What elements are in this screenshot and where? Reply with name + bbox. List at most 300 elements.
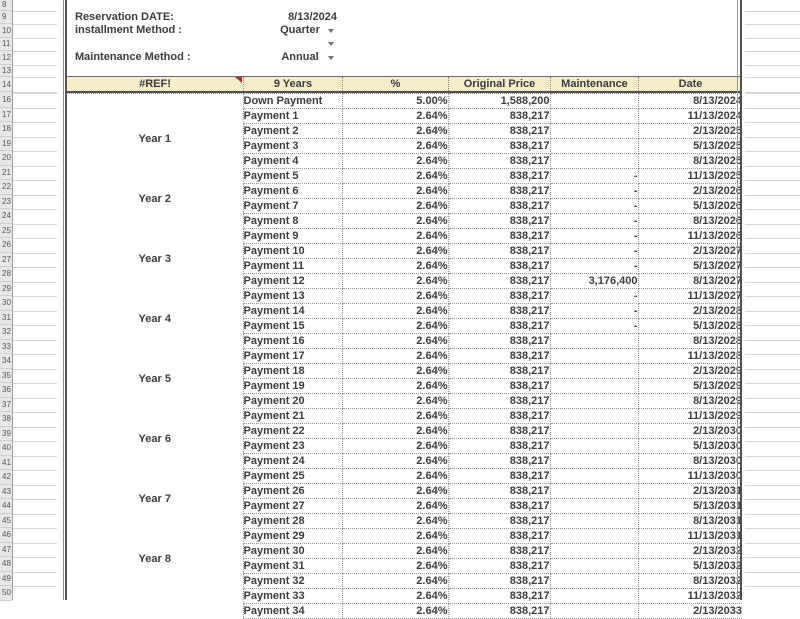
row-header[interactable]: 32 bbox=[0, 325, 12, 340]
payment-name-cell[interactable]: Payment 4 bbox=[243, 154, 342, 169]
gridline bbox=[13, 108, 57, 109]
percent-cell[interactable]: 2.64% bbox=[342, 484, 448, 499]
percent-cell[interactable]: 2.64% bbox=[342, 394, 448, 409]
payment-name-cell[interactable]: Payment 15 bbox=[243, 319, 342, 334]
year-label-cell[interactable]: Year 5 bbox=[67, 349, 243, 409]
price-cell[interactable]: 838,217 bbox=[448, 139, 550, 154]
maintenance-cell[interactable] bbox=[550, 364, 638, 379]
table-row bbox=[67, 169, 742, 184]
percent-cell[interactable]: 2.64% bbox=[342, 274, 448, 289]
gridline bbox=[745, 296, 800, 297]
gridline bbox=[13, 166, 57, 167]
price-cell[interactable]: 838,217 bbox=[448, 184, 550, 199]
price-cell[interactable]: 838,217 bbox=[448, 454, 550, 469]
date-cell[interactable]: 2/13/2030 bbox=[638, 424, 742, 439]
percent-cell[interactable]: 2.64% bbox=[342, 304, 448, 319]
maintenance-cell[interactable]: - bbox=[550, 199, 638, 214]
gridline bbox=[13, 282, 57, 283]
gridline bbox=[745, 65, 800, 66]
row-header[interactable]: 26 bbox=[0, 238, 12, 253]
percent-cell[interactable]: 2.64% bbox=[342, 364, 448, 379]
maintenance-cell[interactable] bbox=[550, 499, 638, 514]
payment-name-cell[interactable]: Payment 22 bbox=[243, 424, 342, 439]
gridline bbox=[13, 412, 57, 413]
date-cell[interactable]: 2/13/2025 bbox=[638, 124, 742, 139]
gridline bbox=[13, 398, 57, 399]
maintenance-cell[interactable] bbox=[550, 589, 638, 604]
row-header[interactable]: 16 bbox=[0, 93, 12, 108]
gridline bbox=[745, 470, 800, 471]
price-cell[interactable]: 838,217 bbox=[448, 514, 550, 529]
price-cell[interactable]: 838,217 bbox=[448, 394, 550, 409]
gridline bbox=[745, 151, 800, 152]
price-cell[interactable]: 838,217 bbox=[448, 364, 550, 379]
payment-name-cell[interactable]: Payment 5 bbox=[243, 169, 342, 184]
year-label-cell[interactable]: Year 7 bbox=[67, 469, 243, 529]
maintenance-cell[interactable]: - bbox=[550, 169, 638, 184]
price-cell[interactable]: 838,217 bbox=[448, 244, 550, 259]
percent-cell[interactable]: 2.64% bbox=[342, 574, 448, 589]
maintenance-cell[interactable] bbox=[550, 604, 638, 619]
maintenance-cell[interactable]: - bbox=[550, 319, 638, 334]
installment-method-value[interactable]: Quarter bbox=[280, 24, 320, 36]
payment-name-cell[interactable]: Payment 29 bbox=[243, 529, 342, 544]
row-header[interactable]: 14 bbox=[0, 77, 12, 92]
price-cell[interactable]: 838,217 bbox=[448, 109, 550, 124]
row-header[interactable]: 34 bbox=[0, 354, 12, 369]
year-label-cell[interactable]: Year 6 bbox=[67, 409, 243, 469]
payment-name-cell[interactable]: Payment 12 bbox=[243, 274, 342, 289]
percent-cell[interactable]: 2.64% bbox=[342, 109, 448, 124]
price-cell[interactable]: 838,217 bbox=[448, 559, 550, 574]
row-header[interactable]: 25 bbox=[0, 224, 12, 239]
gridline bbox=[745, 267, 800, 268]
payment-name-cell[interactable]: Payment 33 bbox=[243, 589, 342, 604]
maintenance-cell[interactable]: 3,176,400 bbox=[550, 274, 638, 289]
row-header[interactable]: 31 bbox=[0, 311, 12, 326]
price-cell[interactable]: 838,217 bbox=[448, 424, 550, 439]
gridline bbox=[13, 514, 57, 515]
percent-cell[interactable]: 2.64% bbox=[342, 469, 448, 484]
maintenance-cell[interactable] bbox=[550, 514, 638, 529]
payment-schedule-table bbox=[67, 93, 742, 619]
table-row bbox=[67, 529, 742, 544]
maintenance-cell[interactable]: - bbox=[550, 304, 638, 319]
row-header[interactable]: 12 bbox=[0, 51, 12, 65]
payment-name-cell[interactable]: Payment 14 bbox=[243, 304, 342, 319]
reservation-date-value[interactable]: 8/13/2024 bbox=[288, 10, 337, 23]
maintenance-cell[interactable]: - bbox=[550, 184, 638, 199]
date-cell[interactable]: 5/13/2027 bbox=[638, 259, 742, 274]
date-cell[interactable]: 8/13/2030 bbox=[638, 454, 742, 469]
percent-cell[interactable]: 2.64% bbox=[342, 214, 448, 229]
gridline bbox=[13, 543, 57, 544]
payment-name-cell[interactable]: Payment 10 bbox=[243, 244, 342, 259]
percent-cell[interactable]: 2.64% bbox=[342, 349, 448, 364]
price-cell[interactable]: 838,217 bbox=[448, 124, 550, 139]
percent-cell[interactable]: 2.64% bbox=[342, 409, 448, 424]
maintenance-cell[interactable]: - bbox=[550, 229, 638, 244]
percent-cell[interactable]: 2.64% bbox=[342, 424, 448, 439]
maintenance-cell[interactable] bbox=[550, 424, 638, 439]
percent-cell[interactable]: 2.64% bbox=[342, 169, 448, 184]
price-cell[interactable]: 838,217 bbox=[448, 199, 550, 214]
gridline bbox=[13, 253, 57, 254]
gridline bbox=[13, 485, 57, 486]
percent-cell[interactable]: 2.64% bbox=[342, 139, 448, 154]
percent-cell[interactable]: 2.64% bbox=[342, 319, 448, 334]
maintenance-cell[interactable] bbox=[550, 454, 638, 469]
price-cell[interactable]: 838,217 bbox=[448, 379, 550, 394]
date-cell[interactable]: 11/13/2026 bbox=[638, 229, 742, 244]
header-term[interactable]: 9 Years bbox=[243, 77, 342, 91]
gridline bbox=[13, 499, 57, 500]
payment-name-cell[interactable]: Payment 26 bbox=[243, 484, 342, 499]
gridline bbox=[13, 586, 57, 587]
gridline bbox=[13, 51, 57, 52]
percent-cell[interactable]: 5.00% bbox=[342, 94, 448, 109]
row-header[interactable]: 39 bbox=[0, 427, 12, 442]
payment-name-cell[interactable]: Payment 13 bbox=[243, 289, 342, 304]
percent-cell[interactable]: 2.64% bbox=[342, 244, 448, 259]
maintenance-cell[interactable] bbox=[550, 334, 638, 349]
row-header[interactable]: 42 bbox=[0, 470, 12, 485]
price-cell[interactable]: 838,217 bbox=[448, 274, 550, 289]
price-cell[interactable]: 838,217 bbox=[448, 604, 550, 619]
maintenance-cell[interactable] bbox=[550, 394, 638, 409]
header-percent[interactable]: % bbox=[342, 77, 448, 91]
payment-name-cell[interactable]: Payment 2 bbox=[243, 124, 342, 139]
date-cell[interactable]: 11/13/2029 bbox=[638, 409, 742, 424]
row-header[interactable]: 41 bbox=[0, 456, 12, 471]
row-header[interactable]: 11 bbox=[0, 38, 12, 52]
price-cell[interactable]: 838,217 bbox=[448, 469, 550, 484]
row-header[interactable]: 19 bbox=[0, 137, 12, 152]
maintenance-cell[interactable] bbox=[550, 349, 638, 364]
payment-name-cell[interactable]: Payment 19 bbox=[243, 379, 342, 394]
price-cell[interactable]: 838,217 bbox=[448, 334, 550, 349]
year-label-cell[interactable]: Year 4 bbox=[67, 289, 243, 349]
maintenance-cell[interactable]: - bbox=[550, 244, 638, 259]
price-cell[interactable]: 838,217 bbox=[448, 499, 550, 514]
date-cell[interactable]: 11/13/2024 bbox=[638, 109, 742, 124]
gridline bbox=[13, 325, 57, 326]
maintenance-cell[interactable] bbox=[550, 109, 638, 124]
payment-name-cell[interactable]: Payment 9 bbox=[243, 229, 342, 244]
date-cell[interactable]: 5/13/2028 bbox=[638, 319, 742, 334]
price-cell[interactable]: 838,217 bbox=[448, 589, 550, 604]
percent-cell[interactable]: 2.64% bbox=[342, 124, 448, 139]
gridline bbox=[13, 38, 57, 39]
row-header[interactable]: 8 bbox=[0, 0, 12, 11]
date-cell[interactable]: 5/13/2032 bbox=[638, 559, 742, 574]
payment-name-cell[interactable]: Payment 21 bbox=[243, 409, 342, 424]
date-cell[interactable]: 5/13/2026 bbox=[638, 199, 742, 214]
payment-name-cell[interactable]: Payment 30 bbox=[243, 544, 342, 559]
date-cell[interactable]: 11/13/2030 bbox=[638, 469, 742, 484]
maintenance-cell[interactable] bbox=[550, 154, 638, 169]
maintenance-cell[interactable] bbox=[550, 469, 638, 484]
percent-cell[interactable]: 2.64% bbox=[342, 604, 448, 619]
row-header[interactable]: 17 bbox=[0, 108, 12, 123]
maintenance-cell[interactable]: - bbox=[550, 289, 638, 304]
row-header[interactable]: 37 bbox=[0, 398, 12, 413]
price-cell[interactable]: 838,217 bbox=[448, 544, 550, 559]
header-ref-label: #REF! bbox=[139, 78, 171, 90]
row-header[interactable]: 36 bbox=[0, 383, 12, 398]
table-row bbox=[67, 94, 742, 109]
row-header[interactable]: 29 bbox=[0, 282, 12, 297]
percent-cell[interactable]: 2.64% bbox=[342, 589, 448, 604]
date-cell[interactable]: 8/13/2026 bbox=[638, 214, 742, 229]
price-cell[interactable]: 838,217 bbox=[448, 169, 550, 184]
gridline bbox=[745, 528, 800, 529]
gridline bbox=[13, 311, 57, 312]
payment-name-cell[interactable]: Payment 31 bbox=[243, 559, 342, 574]
row-header[interactable]: 10 bbox=[0, 24, 12, 38]
date-cell[interactable]: 2/13/2033 bbox=[638, 604, 742, 619]
year-label-cell[interactable] bbox=[67, 589, 243, 619]
payment-name-cell[interactable]: Payment 16 bbox=[243, 334, 342, 349]
gridline bbox=[745, 195, 800, 196]
date-cell[interactable]: 2/13/2026 bbox=[638, 184, 742, 199]
date-cell[interactable]: 8/13/2032 bbox=[638, 574, 742, 589]
date-cell[interactable]: 5/13/2029 bbox=[638, 379, 742, 394]
row-header[interactable]: 48 bbox=[0, 557, 12, 572]
dropdown-arrow-icon[interactable] bbox=[328, 42, 334, 46]
header-ref[interactable] bbox=[67, 77, 243, 91]
payment-name-cell[interactable]: Payment 7 bbox=[243, 199, 342, 214]
row-header[interactable]: 18 bbox=[0, 122, 12, 137]
price-cell[interactable]: 838,217 bbox=[448, 304, 550, 319]
maintenance-cell[interactable] bbox=[550, 379, 638, 394]
header-date[interactable]: Date bbox=[638, 77, 742, 91]
date-cell[interactable]: 8/13/2031 bbox=[638, 514, 742, 529]
row-header[interactable]: 38 bbox=[0, 412, 12, 427]
maintenance-method-label: Maintenance Method : bbox=[75, 51, 191, 63]
gridline bbox=[745, 369, 800, 370]
table-row bbox=[67, 349, 742, 364]
row-header[interactable]: 45 bbox=[0, 514, 12, 529]
comment-marker-icon bbox=[235, 77, 242, 83]
percent-cell[interactable]: 2.64% bbox=[342, 184, 448, 199]
gridline bbox=[745, 543, 800, 544]
percent-cell[interactable]: 2.64% bbox=[342, 439, 448, 454]
price-cell[interactable]: 838,217 bbox=[448, 289, 550, 304]
row-header[interactable]: 43 bbox=[0, 485, 12, 500]
row-header[interactable]: 50 bbox=[0, 586, 12, 601]
row-header[interactable]: 44 bbox=[0, 499, 12, 514]
row-header[interactable]: 9 bbox=[0, 11, 12, 25]
table-header-row bbox=[67, 76, 742, 93]
gridline bbox=[745, 586, 800, 587]
row-header[interactable]: 23 bbox=[0, 195, 12, 210]
percent-cell[interactable]: 2.64% bbox=[342, 529, 448, 544]
percent-cell[interactable]: 2.64% bbox=[342, 454, 448, 469]
installment-method-label: installment Method : bbox=[75, 24, 182, 36]
year-label-cell[interactable] bbox=[67, 94, 243, 109]
row-header[interactable]: 30 bbox=[0, 296, 12, 311]
row-header[interactable]: 49 bbox=[0, 572, 12, 587]
percent-cell[interactable]: 2.64% bbox=[342, 259, 448, 274]
price-cell[interactable]: 838,217 bbox=[448, 439, 550, 454]
maintenance-cell[interactable] bbox=[550, 139, 638, 154]
gridline bbox=[13, 572, 57, 573]
payment-name-cell[interactable]: Payment 25 bbox=[243, 469, 342, 484]
percent-cell[interactable]: 2.64% bbox=[342, 499, 448, 514]
gridline bbox=[745, 38, 800, 39]
maintenance-cell[interactable] bbox=[550, 439, 638, 454]
row-header[interactable]: 28 bbox=[0, 267, 12, 282]
price-cell[interactable]: 838,217 bbox=[448, 319, 550, 334]
gridline bbox=[745, 427, 800, 428]
gridline bbox=[13, 340, 57, 341]
date-cell[interactable]: 8/13/2029 bbox=[638, 394, 742, 409]
row-header[interactable]: 40 bbox=[0, 441, 12, 456]
price-cell[interactable]: 838,217 bbox=[448, 214, 550, 229]
payment-name-cell[interactable]: Payment 34 bbox=[243, 604, 342, 619]
gridline bbox=[745, 514, 800, 515]
date-cell[interactable]: 8/13/2027 bbox=[638, 274, 742, 289]
gridline bbox=[745, 282, 800, 283]
percent-cell[interactable]: 2.64% bbox=[342, 544, 448, 559]
percent-cell[interactable]: 2.64% bbox=[342, 559, 448, 574]
dropdown-arrow-icon[interactable] bbox=[328, 56, 334, 60]
payment-name-cell[interactable]: Payment 32 bbox=[243, 574, 342, 589]
payment-name-cell[interactable]: Payment 18 bbox=[243, 364, 342, 379]
maintenance-cell[interactable] bbox=[550, 574, 638, 589]
date-cell[interactable]: 2/13/2029 bbox=[638, 364, 742, 379]
price-cell[interactable]: 838,217 bbox=[448, 259, 550, 274]
header-original-price[interactable]: Original Price bbox=[448, 77, 550, 91]
price-cell[interactable]: 838,217 bbox=[448, 529, 550, 544]
payment-name-cell[interactable]: Payment 24 bbox=[243, 454, 342, 469]
maintenance-cell[interactable] bbox=[550, 409, 638, 424]
gridline bbox=[13, 267, 57, 268]
row-header[interactable]: 46 bbox=[0, 528, 12, 543]
payment-name-cell[interactable]: Down Payment bbox=[243, 94, 342, 109]
percent-cell[interactable]: 2.64% bbox=[342, 334, 448, 349]
year-label-cell[interactable]: Year 2 bbox=[67, 169, 243, 229]
date-cell[interactable]: 2/13/2031 bbox=[638, 484, 742, 499]
gridline bbox=[745, 122, 800, 123]
date-cell[interactable]: 2/13/2032 bbox=[638, 544, 742, 559]
row-header[interactable]: 27 bbox=[0, 253, 12, 268]
date-cell[interactable]: 5/13/2031 bbox=[638, 499, 742, 514]
date-cell[interactable]: 2/13/2027 bbox=[638, 244, 742, 259]
price-cell[interactable]: 838,217 bbox=[448, 409, 550, 424]
percent-cell[interactable]: 2.64% bbox=[342, 289, 448, 304]
date-cell[interactable]: 5/13/2030 bbox=[638, 439, 742, 454]
gridline bbox=[745, 441, 800, 442]
gridline bbox=[745, 180, 800, 181]
price-cell[interactable]: 838,217 bbox=[448, 154, 550, 169]
maintenance-cell[interactable] bbox=[550, 544, 638, 559]
row-header[interactable]: 24 bbox=[0, 209, 12, 224]
payment-name-cell[interactable]: Payment 20 bbox=[243, 394, 342, 409]
price-cell[interactable]: 1,588,200 bbox=[448, 94, 550, 109]
payment-name-cell[interactable]: Payment 23 bbox=[243, 439, 342, 454]
year-label-cell[interactable]: Year 8 bbox=[67, 529, 243, 589]
date-cell[interactable]: 8/13/2028 bbox=[638, 334, 742, 349]
gridline bbox=[13, 11, 57, 12]
date-cell[interactable]: 8/13/2025 bbox=[638, 154, 742, 169]
maintenance-cell[interactable] bbox=[550, 559, 638, 574]
year-label-cell[interactable]: Year 3 bbox=[67, 229, 243, 289]
date-cell[interactable]: 2/13/2028 bbox=[638, 304, 742, 319]
gridline bbox=[745, 24, 800, 25]
date-cell[interactable]: 11/13/2025 bbox=[638, 169, 742, 184]
row-header[interactable]: 20 bbox=[0, 151, 12, 166]
payment-name-cell[interactable]: Payment 1 bbox=[243, 109, 342, 124]
date-cell[interactable]: 8/13/2024 bbox=[638, 94, 742, 109]
percent-cell[interactable]: 2.64% bbox=[342, 514, 448, 529]
payment-name-cell[interactable]: Payment 28 bbox=[243, 514, 342, 529]
payment-name-cell[interactable]: Payment 3 bbox=[243, 139, 342, 154]
percent-cell[interactable]: 2.64% bbox=[342, 379, 448, 394]
row-header[interactable]: 35 bbox=[0, 369, 12, 384]
gridline bbox=[13, 224, 57, 225]
gridline bbox=[745, 412, 800, 413]
maintenance-cell[interactable] bbox=[550, 94, 638, 109]
maintenance-method-value[interactable]: Annual bbox=[281, 51, 319, 63]
gridline bbox=[13, 369, 57, 370]
percent-cell[interactable]: 2.64% bbox=[342, 154, 448, 169]
gridline bbox=[745, 572, 800, 573]
payment-name-cell[interactable]: Payment 11 bbox=[243, 259, 342, 274]
row-header[interactable]: 21 bbox=[0, 166, 12, 181]
payment-name-cell[interactable]: Payment 8 bbox=[243, 214, 342, 229]
gridline bbox=[13, 65, 57, 66]
gridline bbox=[745, 398, 800, 399]
gridline bbox=[745, 340, 800, 341]
gridline bbox=[745, 383, 800, 384]
reservation-date-label: Reservation DATE: bbox=[75, 10, 174, 23]
maintenance-cell[interactable] bbox=[550, 529, 638, 544]
row-header[interactable]: 13 bbox=[0, 65, 12, 78]
gridline bbox=[745, 557, 800, 558]
table-row bbox=[67, 229, 742, 244]
gridline bbox=[745, 354, 800, 355]
date-cell[interactable]: 11/13/2032 bbox=[638, 589, 742, 604]
gridline bbox=[13, 122, 57, 123]
maintenance-cell[interactable]: - bbox=[550, 214, 638, 229]
date-cell[interactable]: 5/13/2025 bbox=[638, 139, 742, 154]
percent-cell[interactable]: 2.64% bbox=[342, 199, 448, 214]
percent-cell[interactable]: 2.64% bbox=[342, 229, 448, 244]
price-cell[interactable]: 838,217 bbox=[448, 574, 550, 589]
maintenance-cell[interactable] bbox=[550, 484, 638, 499]
year-label-cell[interactable]: Year 1 bbox=[67, 109, 243, 169]
maintenance-cell[interactable] bbox=[550, 124, 638, 139]
gridline bbox=[13, 354, 57, 355]
dropdown-arrow-icon[interactable] bbox=[328, 29, 334, 33]
payment-name-cell[interactable]: Payment 17 bbox=[243, 349, 342, 364]
price-cell[interactable]: 838,217 bbox=[448, 229, 550, 244]
header-maintenance[interactable]: Maintenance bbox=[550, 77, 638, 91]
row-header[interactable]: 22 bbox=[0, 180, 12, 195]
row-header[interactable]: 33 bbox=[0, 340, 12, 355]
date-cell[interactable]: 11/13/2027 bbox=[638, 289, 742, 304]
payment-name-cell[interactable]: Payment 6 bbox=[243, 184, 342, 199]
price-cell[interactable]: 838,217 bbox=[448, 484, 550, 499]
date-cell[interactable]: 11/13/2028 bbox=[638, 349, 742, 364]
price-cell[interactable]: 838,217 bbox=[448, 349, 550, 364]
maintenance-cell[interactable]: - bbox=[550, 259, 638, 274]
row-header[interactable]: 47 bbox=[0, 543, 12, 558]
date-cell[interactable]: 11/13/2031 bbox=[638, 529, 742, 544]
payment-name-cell[interactable]: Payment 27 bbox=[243, 499, 342, 514]
